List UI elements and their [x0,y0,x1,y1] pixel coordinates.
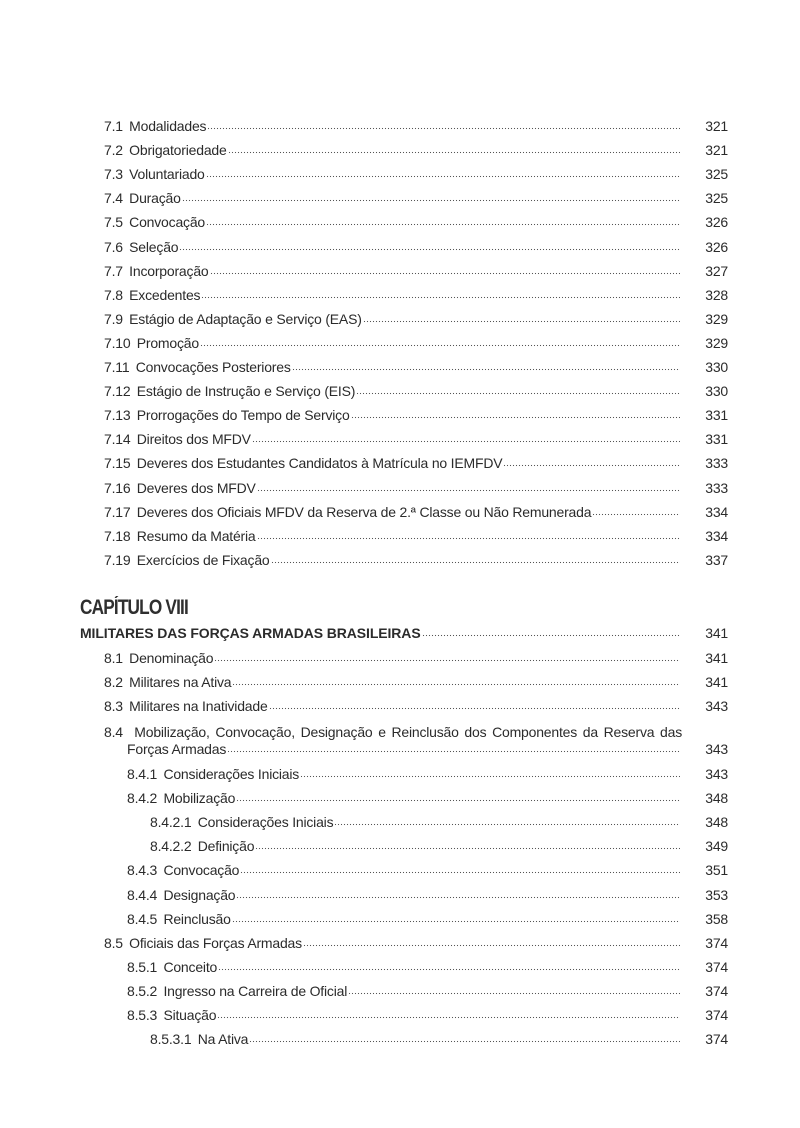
toc-entry-number: 7.7 [104,262,123,279]
toc-entry[interactable] [0,1028,800,1048]
leader-dots [232,918,680,924]
page-number: 325 [705,166,728,183]
toc-entry-title: Situação [163,1007,217,1023]
page-number: 353 [705,886,728,903]
leader-dots [210,270,681,276]
toc-entry-number: 7.11 [104,359,130,375]
page-number: 374 [705,958,728,975]
toc-entry[interactable] [0,260,800,280]
toc-entry-title: Deveres dos MFDV [136,479,256,496]
page-number: 374 [705,1007,728,1023]
toc-entry-title: Exercícios de Fixação [136,551,270,568]
toc-entry-title: Incorporação [129,262,209,279]
page-number: 321 [705,142,728,159]
leader-dots [227,748,680,754]
toc-entry-title-cont: Forças Armadas [127,741,227,757]
leader-dots [255,845,680,851]
toc-entry[interactable] [0,404,800,424]
toc-entry-title: Conceito [163,958,218,975]
toc-entry-number: 7.19 [104,551,131,568]
toc-entry-title: Considerações Iniciais [163,766,300,782]
toc-entry-title: Definição [197,838,255,855]
toc-entry-title: Excedentes [129,286,201,303]
leader-dots [218,966,680,972]
toc-entry-number: 7.10 [104,334,131,351]
toc-entry[interactable] [0,356,800,376]
toc-entry-text [104,286,200,304]
page-number: 328 [705,286,728,303]
toc-entry-title: Convocação [129,214,205,231]
toc-entry-number: 8.1 [104,650,123,666]
toc-entry-title: Convocações Posteriores [135,359,291,375]
toc-entry-title: Denominação [129,650,214,666]
leader-dots [292,366,680,372]
leader-dots [206,173,680,179]
toc-entry[interactable] [0,211,800,231]
toc-entry-number: 7.6 [104,238,123,255]
toc-entry[interactable] [0,859,800,879]
toc-entry-number: 8.4.2.2 [150,838,192,855]
leader-dots [269,705,680,711]
page-number: 341 [705,674,728,691]
toc-entry-title: Oficiais das Forças Armadas [129,934,302,951]
toc-entry[interactable] [0,932,800,952]
toc-entry-number: 7.5 [104,214,123,231]
toc-entry-title: Mobilização, Convocação, Designação e Reinclusão dos Componentes da Reserva das [134,724,682,740]
toc-entry-number: 8.5.3.1 [150,1031,192,1048]
toc-entry-number: 8.5.2 [127,982,158,999]
leader-dots [363,318,680,324]
page-number: 343 [705,698,728,715]
toc-entry-text [150,1030,248,1048]
leader-dots [257,535,680,541]
toc-entry-title: Deveres dos Oficiais MFDV da Reserva de 2.ª Classe ou Não Remunerada [136,503,592,520]
toc-entry-title: Promoção [136,334,199,351]
page-number: 341 [705,625,728,641]
leader-dots [351,414,680,420]
toc-entry-text [104,697,268,715]
toc-entry-number: 8.4.4 [127,886,158,903]
toc-entry-text [127,861,239,879]
toc-entry-number: 7.13 [104,407,131,424]
leader-dots [200,342,680,348]
toc-entry-text [127,910,231,928]
toc-entry[interactable] [0,163,800,183]
page-number: 329 [705,310,728,327]
toc-entry-title: Duração [129,190,181,207]
leader-dots [201,294,680,300]
toc-entry-text [150,837,254,855]
leader-dots [303,942,680,948]
toc-entry-text [104,213,205,231]
page-number: 337 [705,551,728,568]
toc-entry-text [104,117,206,135]
toc-entry-title: Estágio de Adaptação e Serviço (EAS) [129,310,362,327]
toc-entry-text [104,358,291,376]
toc-entry-number: 7.17 [104,503,131,520]
toc-entry-number: 7.2 [104,142,123,159]
toc-entry-text [104,189,181,207]
toc-entry-number: 7.15 [104,455,131,472]
page-number: 326 [705,214,728,231]
page-number: 330 [705,383,728,400]
leader-dots [207,125,680,131]
page-number: 334 [705,527,728,544]
page-number: 348 [705,814,728,831]
leader-dots [217,1014,680,1020]
toc-entry-title: Militares na Inatividade [129,698,268,715]
toc-entry-text [104,551,270,569]
toc-entry-title: Na Ativa [197,1031,249,1048]
toc-entry[interactable] [0,477,800,497]
toc-entry-text [104,934,302,952]
toc-entry-text [104,479,256,497]
toc-entry[interactable] [0,811,800,831]
toc-entry-text [104,165,205,183]
page-number: 326 [705,238,728,255]
leader-dots [236,797,680,803]
toc-entry-title: Prorrogações do Tempo de Serviço [136,407,350,424]
toc-entry[interactable] [0,332,800,352]
leader-dots [249,1038,680,1044]
toc-entry-title: Seleção [129,238,179,255]
toc-entry[interactable] [0,908,800,928]
toc-entry-text [104,262,209,280]
toc-entry[interactable] [0,671,800,691]
leader-dots [271,559,681,565]
toc-entry-number: 7.1 [104,118,123,134]
toc-entry-title: Voluntariado [129,166,205,183]
page-number: 321 [705,118,728,134]
toc-entry[interactable] [0,115,800,135]
toc-entry-8-4-line2[interactable] [0,738,800,758]
toc-entry-number: 8.5.1 [127,958,158,975]
leader-dots [214,657,680,663]
toc-entry-title: Reinclusão [163,910,231,927]
leader-dots [592,511,680,517]
toc-entry-title: Militares na Ativa [129,674,232,691]
leader-dots [240,869,680,875]
page-number: 349 [705,838,728,855]
leader-dots [182,197,680,203]
page-number: 331 [705,431,728,448]
toc-entry-text [104,238,178,256]
toc-entry-text [127,1006,216,1024]
toc-entry[interactable] [0,525,800,545]
page-number: 333 [705,479,728,496]
toc-entry[interactable] [0,308,800,328]
toc-entry-number: 8.2 [104,674,123,691]
toc-entry-text [104,430,251,448]
toc-entry[interactable] [0,980,800,1000]
toc-entry-number: 7.9 [104,310,123,327]
toc-entry-text [104,310,362,328]
toc-entry-text [104,673,231,691]
toc-entry-text [127,982,347,1000]
toc-entry-text [104,406,350,424]
toc-entry-number: 7.14 [104,431,131,448]
toc-entry[interactable] [0,549,800,569]
toc-entry-text [127,886,235,904]
toc-entry-title: Estágio de Instrução e Serviço (EIS) [136,383,356,400]
toc-entry-text [127,958,217,976]
page-number: 329 [705,334,728,351]
toc-entry[interactable] [0,835,800,855]
toc-entry[interactable] [0,1004,800,1024]
toc-entry-number: 8.5.3 [127,1007,158,1023]
toc-entry-title: Direitos dos MFDV [136,431,251,448]
page-number: 331 [705,407,728,424]
toc-entry-text [104,454,502,472]
toc-entry[interactable] [0,501,800,521]
leader-dots [252,438,680,444]
leader-dots [503,462,680,468]
toc-entry-title: Obrigatoriedade [129,142,227,159]
leader-dots [334,821,680,827]
toc-entry-text [104,527,256,545]
toc-entry[interactable] [0,284,800,304]
toc-entry[interactable] [0,139,800,159]
toc-entry[interactable] [0,787,800,807]
toc-entry-text [104,649,213,667]
page-number: 374 [705,934,728,951]
toc-entry[interactable] [0,452,800,472]
leader-dots [348,990,680,996]
page-number: 374 [705,982,728,999]
toc-entry-number: 7.4 [104,190,123,207]
page-number: 325 [705,190,728,207]
toc-entry-number: 7.16 [104,479,131,496]
toc-entry[interactable] [0,380,800,400]
leader-dots [236,894,680,900]
toc-entry-number: 8.4.5 [127,910,158,927]
toc-entry-number: 7.18 [104,527,131,544]
toc-entry-number: 8.4.2 [127,790,158,807]
leader-dots [257,487,680,493]
toc-entry-number: 8.4.2.1 [150,814,192,831]
toc-entry-number: 8.4 [104,724,123,740]
page-number: 343 [705,741,728,757]
leader-dots [300,773,680,779]
toc-entry-title: Ingresso na Carreira de Oficial [163,982,348,999]
toc-entry-text [104,503,591,521]
leader-dots [232,681,680,687]
toc-entry[interactable] [0,763,800,783]
page-number: 327 [705,262,728,279]
toc-entry-number: 8.4.1 [127,766,158,782]
toc-entry-number: 7.3 [104,166,123,183]
leader-dots [206,221,680,227]
toc-entry-title: Convocação [163,862,240,879]
toc-entry[interactable] [0,647,800,667]
toc-entry[interactable] [0,956,800,976]
leader-dots [179,246,680,252]
toc-entry-number: 8.4.3 [127,862,158,879]
toc-entry-title: Modalidades [129,118,207,134]
chapter-heading: CAPÍTULO VIII [80,596,188,619]
toc-entry-title: Resumo da Matéria [136,527,256,544]
page-number: 348 [705,790,728,807]
leader-dots [228,149,680,155]
toc-entry-title: Designação [163,886,236,903]
toc-entry-number: 7.8 [104,286,123,303]
leader-dots [422,632,680,638]
chapter-title-row[interactable] [0,622,800,642]
toc-entry-number: 8.3 [104,698,123,715]
page-number: 374 [705,1031,728,1048]
toc-entry[interactable] [0,187,800,207]
page-number: 333 [705,455,728,472]
leader-dots [356,390,680,396]
toc-entry-number: 8.5 [104,934,123,951]
toc-entry[interactable] [0,884,800,904]
page-number: 351 [705,862,728,879]
toc-entry-number: 7.12 [104,383,131,400]
toc-entry-title: Mobilização [163,790,236,807]
toc-entry-text [104,334,199,352]
toc-entry-text [127,789,235,807]
toc-entry-text [104,141,227,159]
toc-entry-text [127,765,299,783]
toc-entry[interactable] [0,236,800,256]
page-number: 334 [705,503,728,520]
page-number: 341 [705,650,728,666]
toc-entry[interactable] [0,428,800,448]
page-number: 358 [705,910,728,927]
toc-entry-title: Deveres dos Estudantes Candidatos à Matrícula no IEMFDV [136,455,503,472]
page-number: 330 [705,359,728,375]
chapter-title: MILITARES DAS FORÇAS ARMADAS BRASILEIRAS [80,625,421,641]
toc-entry-text [104,382,355,400]
toc-entry-text [150,813,333,831]
toc-entry[interactable] [0,695,800,715]
toc-entry-title: Considerações Iniciais [197,814,334,831]
page-number: 343 [705,766,728,782]
